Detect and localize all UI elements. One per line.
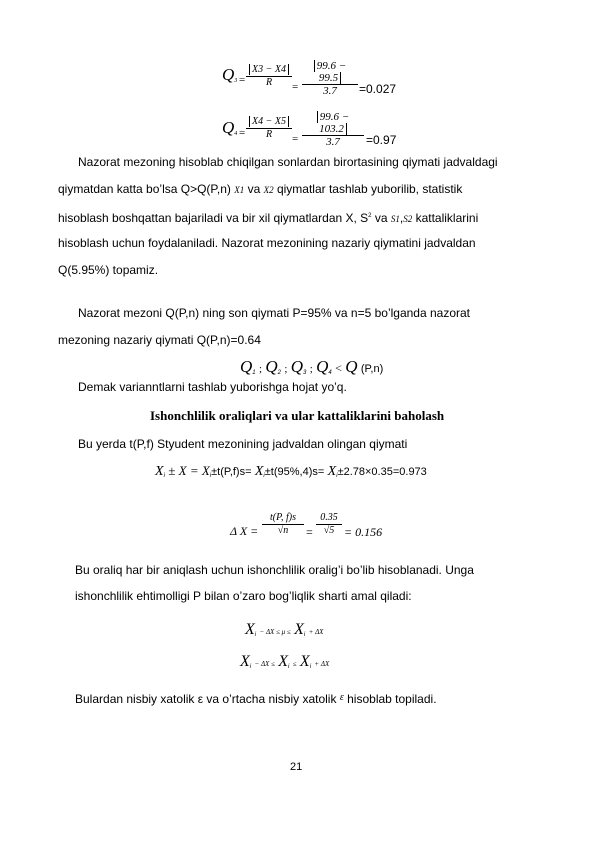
paragraph-demak: Demak varianntlarni tashlab yuborishga hojat yo’q. xyxy=(78,380,347,394)
equation-comparison: $Q_1$ ; $Q_2$ ; $Q_3$ ; $Q_4 < Q$ (P,n) xyxy=(240,357,384,376)
paragraph-xatolik: Bulardan nisbiy xatolik ε va o’rtacha nisbiy xatolik $^\varepsilon$ hisoblab topiladi. xyxy=(75,692,437,706)
inequality-xi: $X_i - \Delta X \le X_i \le X_i + \Delta X$ xyxy=(240,653,330,670)
q4-formula-fraction: $\frac{X4 - X5}{R}$ xyxy=(246,116,292,141)
delta-lhs: Δ X = xyxy=(230,524,259,538)
section-heading: Ishonchlilik oraliqlari va ular kattaliklarini baholash xyxy=(150,408,445,423)
q3-value-fraction: $\frac{99.6 - 99.5}{3.7}$ xyxy=(302,60,358,97)
q4-result: =0.97 xyxy=(366,133,397,147)
equation-interval: $X_i \pm X = X_i\pm t(P,f)s= X_i\pm t(95\%,4)s= X_i\pm 2.78\times 0.35=0.973$ xyxy=(155,463,427,479)
inequality-mu: $X_i - \Delta X \le \mu \le X_i + \Delta X$ xyxy=(245,621,324,638)
q3-result: =0.027 xyxy=(359,82,397,96)
q4-symbol: $Q_4$ xyxy=(222,118,238,137)
q3-symbol: $Q_3$ xyxy=(222,65,238,84)
q4-equals: = xyxy=(292,133,299,145)
q3-equals: = xyxy=(292,81,299,93)
delta-value-fraction: $\frac{0.35}{√5}$ xyxy=(316,512,342,537)
q4-value-fraction: $\frac{99.6 - 103.2}{3.7}$ xyxy=(302,111,364,148)
page-number: 21 xyxy=(290,761,303,773)
q3-formula-fraction: $\frac{X3 - X4}{R}$ xyxy=(246,64,292,89)
paragraph-styudent: Bu yerda t(P,f) Styudent mezonining jadvaldan olingan qiymati xyxy=(78,437,408,451)
delta-formula-fraction: $\frac{t(P, f)s}{√n}$ xyxy=(262,512,304,537)
delta-result: = 0.156 xyxy=(344,525,383,539)
